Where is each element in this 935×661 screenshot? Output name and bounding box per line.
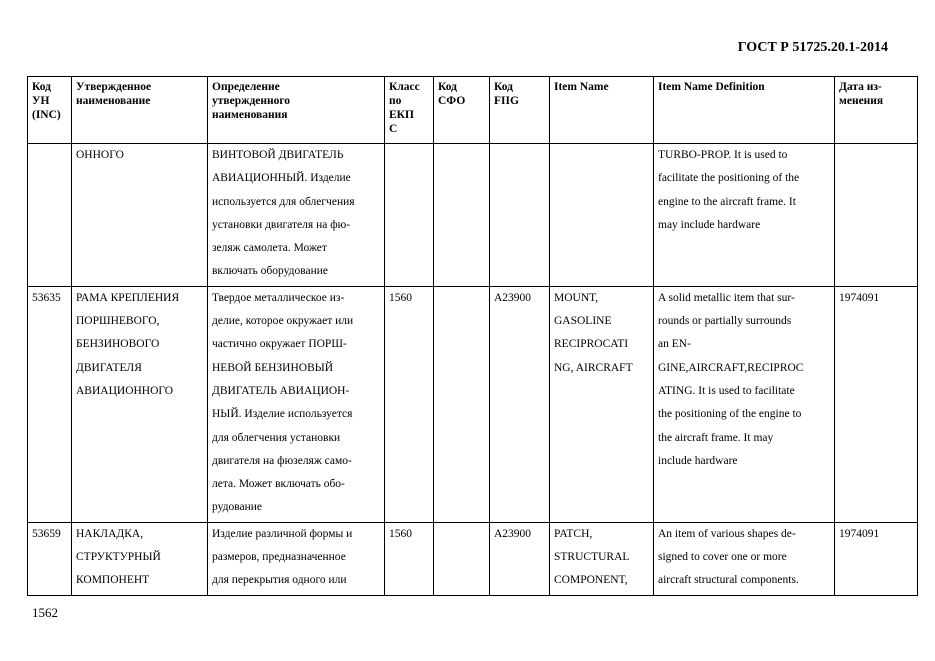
cell-line: signed to cover one or more [658, 551, 787, 564]
col-sfo-cell [434, 286, 490, 522]
col-date-cell [835, 144, 918, 287]
cell-line: TURBO-PROP. It is used to [658, 149, 788, 161]
col-class-cell [385, 144, 434, 287]
cell-line: зеляж самолета. Может [212, 242, 327, 255]
cell-line: РАМА КРЕПЛЕНИЯ [76, 291, 180, 304]
header-line: Item Name Definition [658, 81, 765, 93]
header-line: FIIG [494, 95, 519, 107]
header-line: наименование [76, 95, 151, 107]
col-item-name-cell [550, 522, 654, 595]
col-item-name-cell [550, 286, 654, 522]
cell-line: БЕНЗИНОВОГО [76, 338, 160, 351]
cell-line: NG, AIRCRAFT [554, 361, 633, 374]
cell-line: ОННОГО [76, 149, 124, 161]
header-line: наименования [212, 109, 288, 121]
header-line: ЕКП [389, 109, 414, 121]
cell-line: ПОРШНЕВОГО, [76, 315, 160, 328]
cell-value: A23900 [494, 291, 532, 304]
col-inc-cell [28, 522, 72, 595]
cell-line: A solid metallic item that sur- [658, 291, 795, 304]
cell-line: размеров, предназначенное [212, 551, 346, 564]
cell-line: НЕВОЙ БЕНЗИНОВЫЙ [212, 361, 334, 374]
col-date-header [835, 77, 918, 144]
col-name-header [72, 77, 208, 144]
cell-line: частично окружает ПОРШ- [212, 338, 347, 351]
col-definition-cell [208, 522, 385, 595]
col-name-cell [72, 144, 208, 287]
table-body [28, 144, 918, 596]
col-item-def-cell [654, 286, 835, 522]
header-line: Дата из- [839, 81, 882, 93]
col-item-def-cell [654, 144, 835, 287]
cell-line: engine to the aircraft frame. It [658, 195, 796, 208]
cell-line: the positioning of the engine to [658, 408, 802, 421]
col-definition-cell [208, 286, 385, 522]
cell-value: 53635 [32, 291, 61, 304]
cell-line: ATING. It is used to facilitate [658, 384, 795, 397]
cell-value: A23900 [494, 527, 532, 540]
header-line: утвержденного [212, 95, 291, 107]
cell-line: используется для облегчения [212, 195, 355, 208]
cell-line: НАКЛАДКА, [76, 527, 144, 540]
cell-line: ВИНТОВОЙ ДВИГАТЕЛЬ [212, 149, 344, 161]
col-fiig-header [490, 77, 550, 144]
cell-line: рудование [212, 501, 263, 514]
cell-line: aircraft structural components. [658, 574, 799, 587]
col-fiig-cell [490, 522, 550, 595]
header-line: Утвержденное [76, 81, 152, 93]
cell-line: КОМПОНЕНТ [76, 574, 150, 587]
cell-line: для перекрытия одного или [212, 574, 347, 587]
col-fiig-cell [490, 286, 550, 522]
header-line: СФО [438, 95, 466, 107]
cell-line: СТРУКТУРНЫЙ [76, 551, 161, 564]
col-inc-cell [28, 286, 72, 522]
cell-line: Твердое металлическое из- [212, 291, 345, 304]
cell-line: для облегчения установки [212, 431, 341, 444]
col-inc-header [28, 77, 72, 144]
cell-line: RECIPROCATI [554, 338, 629, 351]
col-definition-cell [208, 144, 385, 287]
col-class-cell [385, 286, 434, 522]
document-header: ГОСТ Р 51725.20.1-2014 [737, 40, 888, 55]
header-line: УН [32, 95, 50, 107]
data-table [27, 76, 918, 596]
col-class-header [385, 77, 434, 144]
cell-line: АВИАЦИОННЫЙ. Изделие [212, 172, 351, 185]
table-row [28, 144, 918, 287]
col-item-def-header [654, 77, 835, 144]
header-line: Код [32, 81, 52, 93]
cell-line: АВИАЦИОННОГО [76, 384, 174, 397]
header-line: Класс [389, 81, 420, 93]
cell-line: включать оборудование [212, 265, 329, 278]
col-sfo-header [434, 77, 490, 144]
cell-line: ДВИГАТЕЛЬ АВИАЦИОН- [212, 384, 350, 397]
col-item-name-header [550, 77, 654, 144]
col-date-cell [835, 522, 918, 595]
cell-line: An item of various shapes de- [658, 527, 796, 540]
col-sfo-cell [434, 144, 490, 287]
cell-line: двигателя на фюзеляж само- [212, 454, 352, 467]
cell-line: ДВИГАТЕЛЯ [76, 361, 142, 374]
cell-value: 1974091 [839, 291, 880, 304]
cell-line: GASOLINE [554, 315, 612, 328]
cell-value: 1974091 [839, 527, 880, 540]
header-line: Код [494, 81, 514, 93]
table-header-row [28, 77, 918, 144]
col-definition-header [208, 77, 385, 144]
cell-line: the aircraft frame. It may [658, 431, 774, 444]
header-line: Код [438, 81, 458, 93]
col-sfo-cell [434, 522, 490, 595]
cell-line: Изделие различной формы и [212, 527, 353, 540]
col-class-cell [385, 522, 434, 595]
col-item-name-cell [550, 144, 654, 287]
cell-line: лета. Может включать обо- [212, 478, 345, 491]
cell-line: include hardware [658, 454, 738, 467]
table-row [28, 522, 918, 595]
header-line: по [389, 95, 402, 107]
col-fiig-cell [490, 144, 550, 287]
cell-line: STRUCTURAL [554, 551, 630, 564]
col-name-cell [72, 522, 208, 595]
header-line: С [389, 123, 398, 135]
cell-line: PATCH, [554, 527, 593, 540]
cell-line: facilitate the positioning of the [658, 172, 800, 185]
cell-line: COMPONENT, [554, 574, 628, 587]
page-number: 1562 [32, 605, 58, 620]
col-name-cell [72, 286, 208, 522]
header-line: Определение [212, 81, 280, 93]
cell-line: rounds or partially surrounds [658, 315, 792, 328]
cell-line: НЫЙ. Изделие используется [212, 408, 353, 421]
table-row [28, 286, 918, 522]
header-line: менения [839, 95, 884, 107]
cell-value: 53659 [32, 527, 61, 540]
cell-line: GINE,AIRCRAFT,RECIPROC [658, 361, 804, 374]
cell-value: 1560 [389, 291, 412, 304]
cell-line: an EN- [658, 338, 691, 351]
cell-line: делие, которое окружает или [212, 315, 354, 328]
cell-line: установки двигателя на фю- [212, 218, 351, 231]
header-line: Item Name [554, 81, 609, 93]
cell-line: MOUNT, [554, 291, 599, 304]
col-inc-cell [28, 144, 72, 287]
cell-line: may include hardware [658, 218, 761, 231]
cell-value: 1560 [389, 527, 412, 540]
col-item-def-cell [654, 522, 835, 595]
col-date-cell [835, 286, 918, 522]
header-line: (INC) [32, 109, 61, 121]
